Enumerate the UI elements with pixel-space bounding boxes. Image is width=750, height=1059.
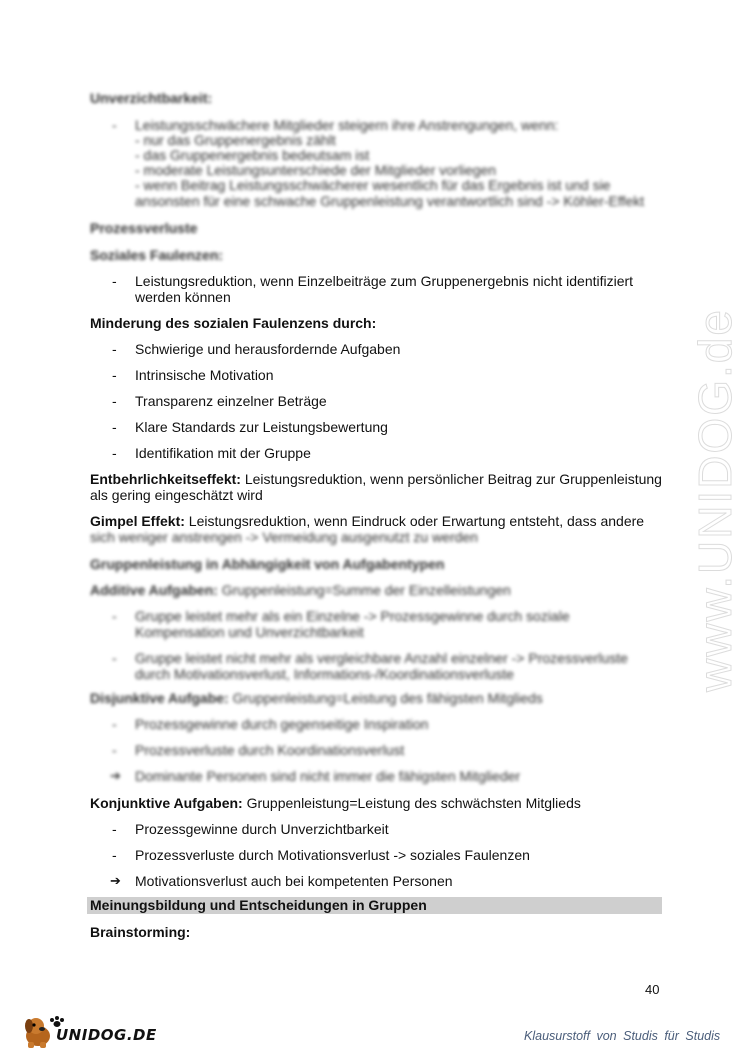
page-number: 40 (645, 982, 660, 997)
konjunktive-paragraph (90, 795, 665, 811)
dash-marker: - (112, 608, 117, 624)
dash-marker: - (112, 419, 117, 435)
dash-marker: - (112, 393, 117, 409)
additive-item: Gruppe leistet nicht mehr als vergleichbare Anzahl einzelner -> Prozessverluste durch Motivationsverlust, Informations-/Koordinationsverluste (135, 650, 628, 682)
konjunktive-text: Gruppenleistung=Leistung des schwächsten Mitglieds (242, 795, 581, 811)
dash-marker: - (112, 742, 117, 758)
konjunktive-label: Konjunktive Aufgaben: (90, 795, 243, 811)
entbehrlichkeit-label: Entbehrlichkeitseffekt: (90, 471, 241, 487)
blurred-line-5: - wenn Beitrag Leistungsschwächerer wesentlich für das Ergebnis ist und sie (135, 177, 611, 193)
gimpel-paragraph (90, 513, 665, 529)
dash-marker: - (112, 273, 117, 289)
entbehrlichkeit-text: Leistungsreduktion, wenn persönlicher Beitrag zur Gruppenleistung als gering eingeschätzt wird (90, 471, 662, 503)
logo-text: UNIDOG.DE (56, 1026, 157, 1044)
disjunktive-paragraph (90, 690, 665, 706)
dash-marker: - (112, 367, 117, 383)
heading-soziales-faulenzen: Soziales Faulenzen: (90, 247, 224, 263)
dash-marker: - (112, 341, 117, 357)
entbehrlichkeit-paragraph (90, 471, 665, 503)
arrow-right-icon: ➔ (110, 768, 121, 783)
heading-unverzichtbarkeit: Unverzichtbarkeit: (90, 90, 213, 106)
konjunktive-item: Prozessgewinne durch Unverzichtbarkeit (135, 821, 389, 837)
heading-gruppenleistung: Gruppenleistung in Abhängigkeit von Aufgabentypen (90, 556, 445, 572)
dash-marker: - (112, 716, 117, 732)
minderung-item: Schwierige und herausfordernde Aufgaben (135, 341, 401, 357)
watermark-text: www.UNIDOG.de (689, 308, 742, 692)
minderung-item: Identifikation mit der Gruppe (135, 445, 311, 461)
disjunktive-text: Gruppenleistung=Leistung des fähigsten Mitglieds (228, 690, 543, 706)
blurred-line-3: - das Gruppenergebnis bedeutsam ist (135, 147, 370, 163)
gimpel-label: Gimpel Effekt: (90, 513, 185, 529)
blurred-line-2: - nur das Gruppenergebnis zählt (135, 132, 336, 148)
section-bar (87, 897, 662, 914)
konjunktive-arrow-item: Motivationsverlust auch bei kompetenten Personen (135, 873, 453, 889)
disjunktive-item: Prozessgewinne durch gegenseitige Inspiration (135, 716, 429, 732)
heading-minderung: Minderung des sozialen Faulenzens durch: (90, 315, 377, 331)
additive-text: Gruppenleistung=Summe der Einzelleistungen (217, 582, 511, 598)
konjunktive-item: Prozessverluste durch Motivationsverlust -> soziales Faulenzen (135, 847, 530, 863)
watermark (660, 260, 750, 740)
arrow-right-icon: ➔ (110, 873, 121, 888)
dash-marker: - (112, 821, 117, 837)
disjunktive-arrow-item: Dominante Personen sind nicht immer die fähigsten Mitglieder (135, 768, 521, 784)
minderung-item: Intrinsische Motivation (135, 367, 274, 383)
additive-label: Additive Aufgaben: (90, 582, 218, 598)
disjunktive-item: Prozessverluste durch Koordinationsverlust (135, 742, 405, 758)
disjunktive-label: Disjunktive Aufgabe: (90, 690, 229, 706)
heading-prozessverluste: Prozessverluste (90, 220, 198, 236)
gimpel-continuation: sich weniger anstrengen -> Vermeidung ausgenutzt zu werden (90, 529, 478, 545)
dash-marker: - (112, 650, 117, 666)
additive-item: Gruppe leistet mehr als ein Einzelne -> Prozessgewinne durch soziale Kompensation und Unverzichtbarkeit (135, 608, 570, 640)
dash-marker: - (112, 445, 117, 461)
blurred-line-1: Leistungsschwächere Mitglieder steigern ihre Anstrengungen, wenn: (135, 117, 559, 133)
blurred-line-6: ansonsten für eine schwache Gruppenleistung verantwortlich sind -> Köhler-Effekt (135, 193, 645, 209)
footer-slogan: Klausurstoff von Studis für Studis (524, 1029, 721, 1043)
dash-marker: - (112, 847, 117, 863)
dash-marker: - (112, 117, 117, 133)
blurred-line-4: - moderate Leistungsunterschiede der Mitglieder vorliegen (135, 162, 497, 178)
minderung-item: Klare Standards zur Leistungsbewertung (135, 419, 388, 435)
gimpel-text: Leistungsreduktion, wenn Eindruck oder Erwartung entsteht, dass andere (184, 513, 645, 529)
faulenzen-item: Leistungsreduktion, wenn Einzelbeiträge zum Gruppenergebnis nicht identifiziert werden können (135, 273, 634, 305)
minderung-item: Transparenz einzelner Beträge (135, 393, 327, 409)
additive-paragraph (90, 582, 665, 598)
section-bar-title: Meinungsbildung und Entscheidungen in Gruppen (90, 897, 427, 913)
heading-brainstorming: Brainstorming: (90, 924, 191, 940)
